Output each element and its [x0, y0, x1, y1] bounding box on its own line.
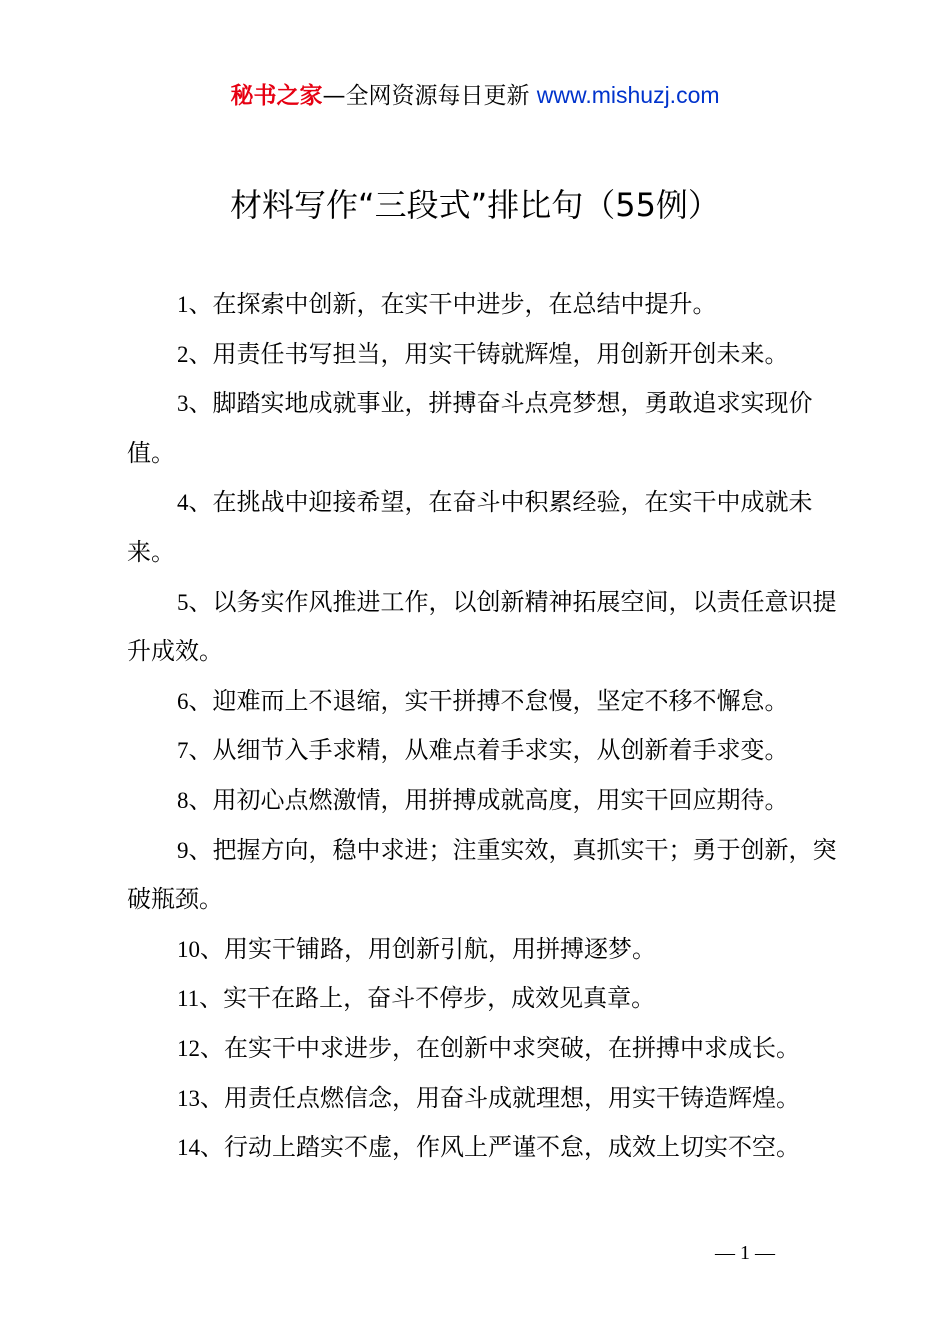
item-text: 、用责任书写担当，用实干铸就辉煌，用创新开创未来。 [188, 339, 789, 368]
list-item [127, 974, 839, 1024]
item-number: 10 [177, 936, 200, 962]
list-item [127, 379, 839, 478]
item-number: 8 [177, 787, 189, 813]
list-item [127, 478, 839, 577]
list-item [127, 1024, 839, 1074]
item-text: 、在挑战中迎接希望，在奋斗中积累经验，在实干中成就未来。 [127, 488, 813, 566]
list-item [127, 726, 839, 776]
page-number: — 1 — [715, 1242, 775, 1264]
document-title: 材料写作“三段式”排比句（55例） [230, 186, 720, 224]
item-text: 、用实干铺路，用创新引航，用拼搏逐梦。 [200, 934, 656, 963]
item-number: 7 [177, 738, 189, 764]
site-tagline: —全网资源每日更新 [322, 83, 537, 109]
list-item [127, 677, 839, 727]
item-text: 、行动上踏实不虚，作风上严谨不怠，成效上切实不空。 [200, 1133, 800, 1162]
list-item [127, 1123, 839, 1173]
item-number: 13 [177, 1085, 200, 1111]
item-text: 、以务实作风推进工作，以创新精神拓展空间，以责任意识提升成效。 [127, 587, 837, 666]
item-number: 4 [177, 490, 189, 516]
item-number: 12 [177, 1035, 200, 1061]
item-number: 3 [177, 391, 189, 417]
item-text: 、在实干中求进步，在创新中求突破，在拼搏中求成长。 [200, 1033, 800, 1062]
item-text: 、把握方向，稳中求进；注重实效，真抓实干；勇于创新，突破瓶颈。 [127, 835, 837, 914]
site-header [0, 78, 950, 113]
item-text: 、用责任点燃信念，用奋斗成就理想，用实干铸造辉煌。 [200, 1083, 800, 1112]
list-item [127, 280, 839, 330]
item-number: 6 [177, 688, 189, 714]
item-text: 、在探索中创新，在实干中进步，在总结中提升。 [188, 290, 717, 318]
site-url-link[interactable]: www.mishuzj.com [536, 82, 720, 108]
list-item [127, 1074, 839, 1124]
item-number: 5 [177, 589, 189, 615]
item-number: 1 [177, 292, 189, 317]
list-item [127, 925, 839, 975]
item-number: 11 [177, 986, 200, 1012]
item-number: 2 [177, 341, 189, 367]
phrase-list [127, 280, 839, 1173]
item-text: 、迎难而上不退缩，实干拼搏不怠慢，坚定不移不懈怠。 [188, 686, 789, 715]
list-item [127, 330, 839, 380]
list-item [127, 826, 839, 925]
item-number: 14 [177, 1135, 200, 1161]
list-item [127, 578, 839, 677]
item-text: 、脚踏实地成就事业，拼搏奋斗点亮梦想，勇敢追求实现价值。 [127, 389, 813, 467]
item-text: 、实干在路上，奋斗不停步，成效见真章。 [199, 984, 656, 1013]
item-text: 、用初心点燃激情，用拼搏成就高度，用实干回应期待。 [188, 785, 789, 814]
item-text: 、从细节入手求精，从难点着手求实，从创新着手求变。 [188, 736, 789, 765]
list-item [127, 776, 839, 826]
item-number: 9 [177, 837, 189, 863]
site-brand: 秘书之家 [230, 83, 323, 109]
